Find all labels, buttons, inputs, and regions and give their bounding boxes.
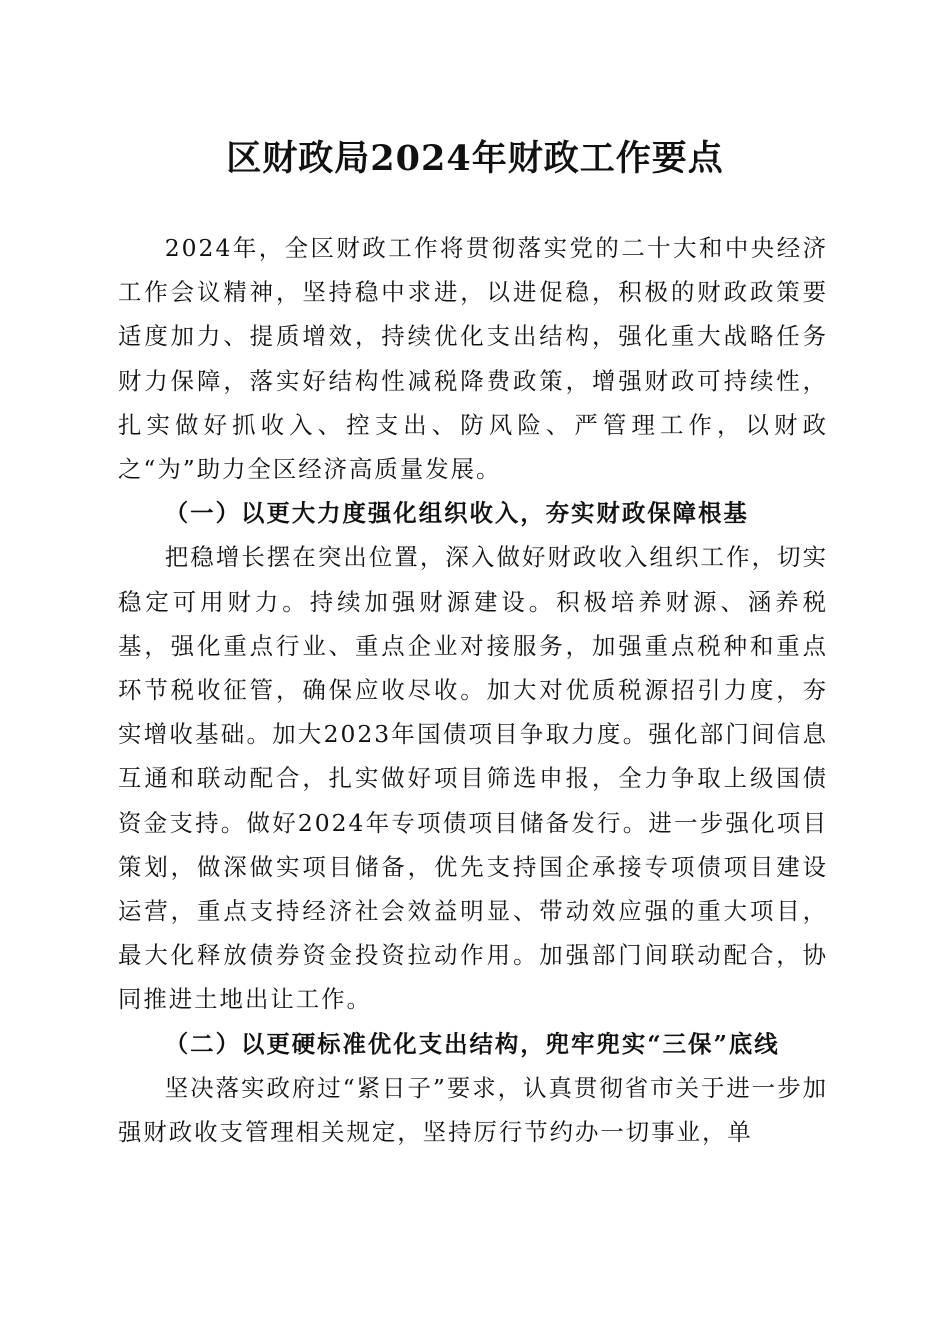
document-title: 区财政局2024年财政工作要点 [226, 138, 724, 179]
section-2-paragraph: 坚决落实政府过“紧日子”要求，认真贯彻省市关于进一步加强财政收支管理相关规定，坚持厉行节约办一切事业，单 [118, 1073, 828, 1147]
section-2-heading: （二）以更硬标准优化支出结构，兜牢兜实“三保”底线 [164, 1029, 780, 1058]
section-1-paragraph: 把稳增长摆在突出位置，深入做好财政收入组织工作，切实稳定可用财力。持续加强财源建设。积极培养财源、涵养税基，强化重点行业、重点企业对接服务，加强重点税种和重点环节税收征管，确保应收尽收。加大对优质税源招引力度，夯实增收基础。加大2023年国债项目争取力度。强化部门间信息互通和联动配合，扎实做好项目筛选申报，全力争取上级国债资金支持。做好2024年专项债项目储备发行。进一步强化项目策划，做深做实项目储备，优先支持国企承接专项债项目建设运营，重点支持经济社会效益明显、带动效应强的重大项目，最大化释放债券资金投资拉动作用。加强部门间联动配合，协同推进土地出让工作。 [118, 543, 828, 1014]
document-body [118, 226, 828, 1154]
section-1-heading: （一）以更大力度强化组织收入，夯实财政保障根基 [164, 499, 749, 528]
intro-paragraph: 2024年，全区财政工作将贯彻落实党的二十大和中央经济工作会议精神，坚持稳中求进，以进促稳，积极的财政政策要适度加力、提质增效，持续优化支出结构，强化重大战略任务财力保障，落实好结构性减税降费政策，增强财政可持续性，扎实做好抓收入、控支出、防风险、严管理工作，以财政之“为”助力全区经济高质量发展。 [118, 234, 828, 484]
